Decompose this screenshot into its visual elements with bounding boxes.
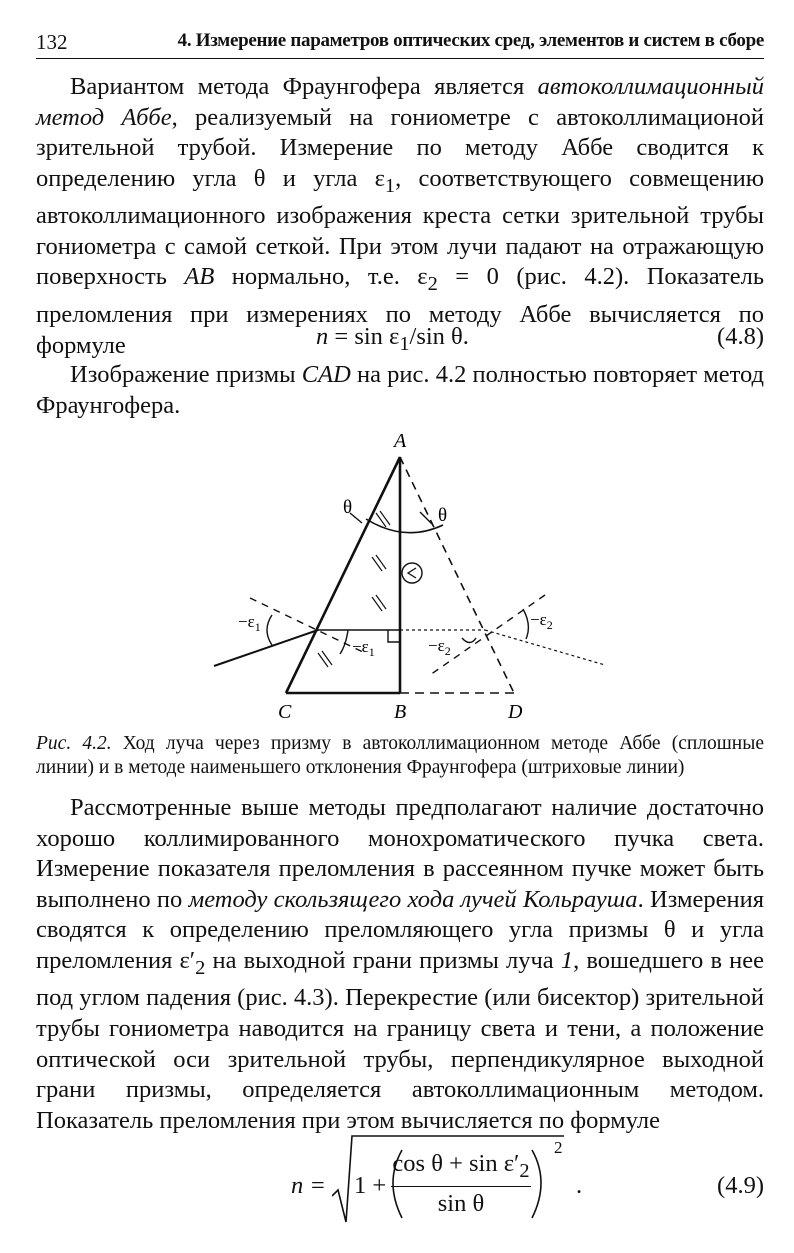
label-eps1: $-\varepsilon_1$ bbox=[238, 612, 261, 634]
label-eps1-prime: $-\varepsilon_1$ bbox=[352, 637, 375, 659]
paragraph-kohlrausch-method: Рассмотренные выше методы предполагают наличие достаточно хорошо коллимированного монохроматического пучка света. Измерение показателя преломления в рассеянном пучке может быть выполнено по методу скользящего хода лучей Кольрауша. Измерения сводятся к определению преломляющего угла призмы θ и угла преломления $\varepsilon'_2$ на выходной грани призмы луча 1, вошедшего в нее под углом падения (рис. 4.3). Перекрестие (или бисектор) зрительной трубы гониометра наводится на границу света и тени, а положение оптической оси зрительной трубы, перпендикулярное выходной грани призмы, определяется автоколлимационным методом. Показатель преломления при этом вычисляется по формуле bbox=[36, 794, 765, 1134]
label-a: A bbox=[394, 430, 407, 452]
fraction: $\frac{\cos \theta + \sin \varepsilon'_2}{\text{sin θ}}$ bbox=[392, 1150, 530, 1217]
label-theta-right: θ bbox=[438, 505, 448, 526]
running-title: 4. Измерение параметров оптических сред, элементов и систем в сборе bbox=[177, 30, 764, 51]
formula-4-9: n = 1 + $\frac{\cos \theta + \sin \varepsilon'_2}{\text{sin θ}}$ 2 . (4.9) bbox=[36, 1130, 764, 1240]
label-d: D bbox=[508, 701, 523, 723]
eps1p-arc bbox=[340, 630, 348, 654]
label-eps2-prime: $-\varepsilon_2$ bbox=[530, 610, 553, 632]
label-c: C bbox=[278, 701, 292, 723]
label-eps2: $-\varepsilon_2$ bbox=[428, 636, 451, 658]
page-number: 132 bbox=[36, 30, 68, 54]
emergent-ray-dotted bbox=[485, 630, 605, 665]
eps1-arc bbox=[267, 615, 272, 645]
face-ad-dashed bbox=[400, 457, 514, 693]
paragraph-prism-cad: Изображение призмы CAD на рис. 4.2 полностью повторяет метод Фраунгофера. bbox=[36, 361, 764, 419]
right-angle-mark bbox=[388, 630, 400, 642]
eps2-arc bbox=[462, 638, 476, 643]
face-ac bbox=[286, 457, 400, 693]
running-header bbox=[36, 28, 764, 59]
label-b: B bbox=[394, 701, 407, 723]
label-theta-left: θ bbox=[343, 497, 353, 518]
term-kohlrausch: методу скользящего хода лучей Кольрауша bbox=[188, 885, 638, 913]
eps2p-arc bbox=[523, 609, 528, 639]
equation-number: (4.9) bbox=[717, 1172, 764, 1199]
equation-number: (4.8) bbox=[717, 323, 764, 350]
book-page: 132 4. Измерение параметров оптических сред, элементов и систем в сборе Вариантом метода Фраунгофера является автоколлимационный метод Аббе, реализуемый на гониометре с автоколлимационой зрительной трубой. Измерение по методу Аббе сводится к определению угла θ и угла $\varepsilon_1$, соответствующего совмещению автоколлимационного изображения креста сетки зрительной трубы гониометра с самой сеткой. При этом лучи падают на отражающую поверхность АВ нормально, т.е. $\varepsilon_2 = 0$ (рис. 4.2). Показатель преломления при измерениях по методу Аббе вычисляется по формуле $n = \sin \varepsilon_1/\sin$ θ. (4.8) Изображение призмы CAD на рис. 4.2 полностью повторяет метод Фраунгофера. A C B D θ θ $-\varepsilon_1$ $-\varepsilon_1$ $-\varepsilon_2$ $-\varepsilon_2$ Рис. 4.2. Ход луча через призму в автоколлимационном методе Аббе (сплошные линии) и в методе наименьшего отклонения Фраунгофера (штриховые линии) Рассмотренные выше методы предполагают наличие достаточно хорошо коллимированного монохроматического пучка света. Измерение показателя преломления в рассеянном пучке может быть выполнено по методу скользящего хода лучей Кольрауша. Измерения сводятся к определению преломляющего угла призмы θ и угла преломления $\varepsilon'_2$ на выходной грани призмы луча 1, вошедшего в нее под углом падения (рис. 4.3). Перекрестие (или бисектор) зрительной трубы гониометра наводится на границу света и тени, а положение оптической оси зрительной трубы, перпендикулярное выходной грани призмы, определяется автоколлимационным методом. Показатель преломления при этом вычисляется по формуле n = 1 + $\frac{\cos \theta + \sin \varepsilon'_2}{\text{sin θ}}$ 2 . (4.9) bbox=[0, 0, 794, 1253]
figure-4-2-prism-diagram bbox=[200, 425, 620, 725]
term-abbe-method: автоколлимационный метод Аббе bbox=[36, 73, 764, 131]
figure-caption: Рис. 4.2. Ход луча через призму в автоколлимационном методе Аббе (сплошные линии) и в методе наименьшего отклонения Фраунгофера (штриховые линии) bbox=[36, 733, 764, 778]
caption-label: Рис. 4.2. bbox=[36, 733, 112, 754]
paragraph-abbe-method: Вариантом метода Фраунгофера является автоколлимационный метод Аббе, реализуемый на гониометре с автоколлимационой зрительной трубой. Измерение по методу Аббе сводится к определению угла θ и угла $\varepsilon_1$, соответствующего совмещению автоколлимационного изображения креста сетки зрительной трубы гониометра с самой сеткой. При этом лучи падают на отражающую поверхность АВ нормально, т.е. $\varepsilon_2 = 0$ (рис. 4.2). Показатель преломления при измерениях по методу Аббе вычисляется по формуле bbox=[36, 73, 764, 359]
angle-marker-circle bbox=[402, 563, 422, 583]
